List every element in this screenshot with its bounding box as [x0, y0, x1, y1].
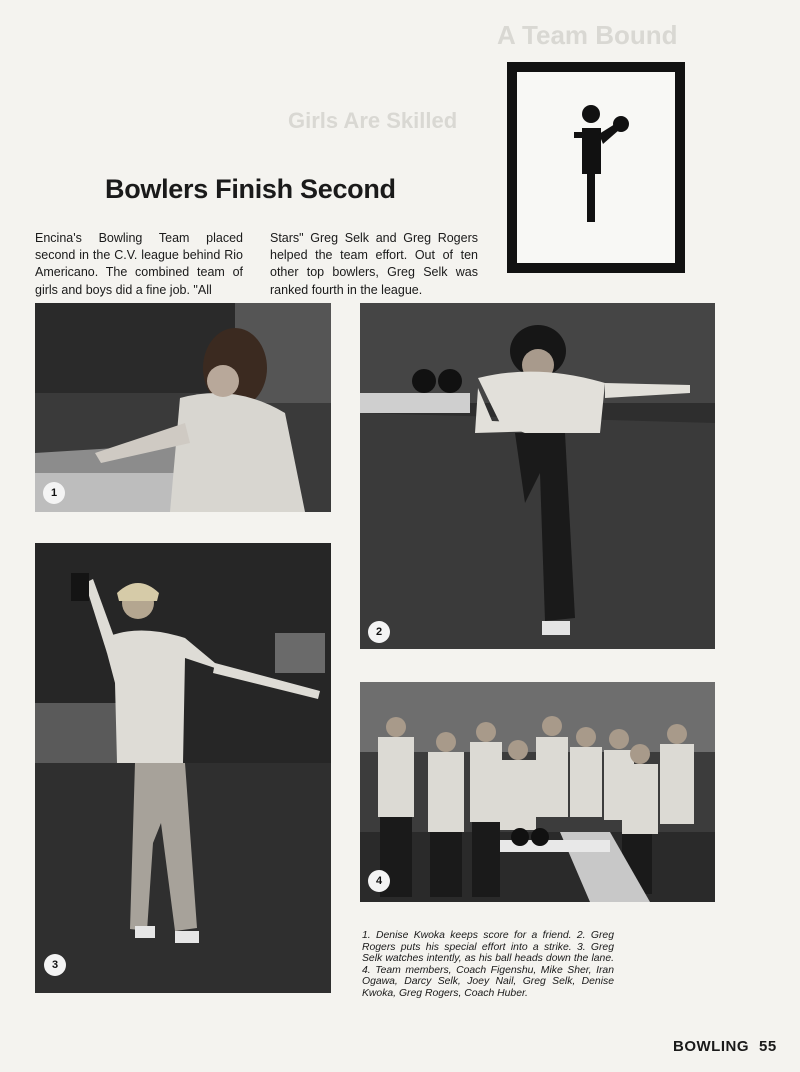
- photo-team-group: [360, 682, 715, 902]
- photo-bowler-follow-through-image: [35, 543, 331, 993]
- photo-captions: 1. Denise Kwoka keeps score for a friend. 2. Greg Rogers puts his special effort into a strike. 3. Greg Selk watches intently, as his ball heads down the lane. 4. Team members, Coach Figenshu, Mike Sher, Iran Ogawa, Darcy Selk, Joey Nail, Greg Selk, Denise Kwoka, Greg Rogers, Coach Huber.: [362, 930, 614, 999]
- article-body-column-2: Stars" Greg Selk and Greg Rogers helped the team effort. Out of ten other top bowlers, Greg Selk was ranked fourth in the league.: [270, 231, 478, 297]
- photo-scorekeeper: [35, 303, 331, 512]
- show-through-text: A Team Bound: [497, 20, 678, 50]
- article-body-column-1: Encina's Bowling Team placed second in the C.V. league behind Rio Americano. The combined team of girls and boys did a fine job. "All: [35, 231, 243, 297]
- section-label: BOWLING: [673, 1038, 749, 1055]
- page-footer: [673, 1038, 777, 1055]
- article-headline: Bowlers Finish Second: [105, 174, 396, 204]
- photo-number-badge: 2: [368, 621, 390, 643]
- photo-number-badge: 1: [43, 482, 65, 504]
- bowler-icon: [517, 72, 675, 263]
- photo-bowler-follow-through: [35, 543, 331, 993]
- photo-bowler-release: [360, 303, 715, 649]
- photo-bowler-release-image: [360, 303, 715, 649]
- photo-number-badge: 3: [44, 954, 66, 976]
- page-number: 55: [759, 1038, 777, 1055]
- photo-scorekeeper-image: [35, 303, 331, 512]
- photo-team-group-image: [360, 682, 715, 902]
- photo-number-badge: 4: [368, 870, 390, 892]
- bowler-logo: [507, 62, 685, 273]
- show-through-text: Girls Are Skilled: [288, 108, 458, 133]
